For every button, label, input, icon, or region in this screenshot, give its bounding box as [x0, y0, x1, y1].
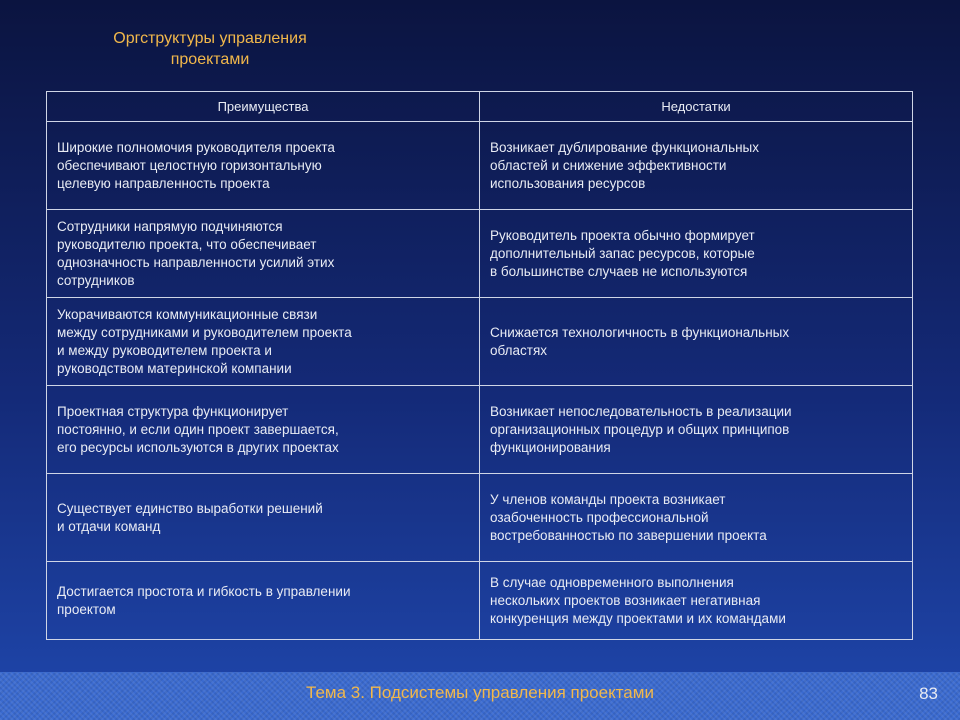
disadvantage-cell [480, 298, 913, 386]
comparison-table [46, 91, 913, 640]
table-header-row [47, 92, 913, 122]
disadvantage-cell [480, 386, 913, 474]
disadvantage-cell [480, 210, 913, 298]
column-header-advantages: Преимущества [47, 92, 480, 122]
disadvantage-cell [480, 562, 913, 640]
advantage-text: Широкие полномочия руководителя проекта обеспечивают целостную горизонтальную целевую направленность проекта [57, 139, 335, 191]
slide-title: Оргструктуры управления проектами [113, 30, 307, 68]
advantage-cell [47, 474, 480, 562]
advantage-cell [47, 298, 480, 386]
advantage-cell [47, 210, 480, 298]
advantage-text: Достигается простота и гибкость в управлении проектом [57, 583, 351, 617]
disadvantage-text: У членов команды проекта возникает озабоченность профессиональной востребованностью по завершении проекта [490, 491, 767, 543]
column-header-disadvantages: Недостатки [480, 92, 913, 122]
disadvantage-cell [480, 474, 913, 562]
table-row [47, 474, 913, 562]
disadvantage-text: Возникает дублирование функциональных областей и снижение эффективности использования ресурсов [490, 139, 760, 191]
disadvantage-text: Возникает непоследовательность в реализации организационных процедур и общих принципов функционирования [490, 403, 792, 455]
disadvantage-text: Руководитель проекта обычно формирует дополнительный запас ресурсов, которые в большинстве случаев не используются [490, 227, 755, 279]
advantage-cell [47, 386, 480, 474]
table-row [47, 210, 913, 298]
disadvantage-text: Снижается технологичность в функциональных областях [490, 324, 790, 358]
advantage-cell [47, 562, 480, 640]
advantage-text: Укорачиваются коммуникационные связи между сотрудниками и руководителем проекта и между руководителем проекта и руководством материнской компании [57, 306, 352, 376]
table-row [47, 298, 913, 386]
advantage-text: Сотрудники напрямую подчиняются руководителю проекта, что обеспечивает однозначность направленности усилий этих сотрудников [57, 218, 335, 288]
advantage-text: Существует единство выработки решений и отдачи команд [57, 500, 323, 534]
disadvantage-cell [480, 122, 913, 210]
table-row [47, 122, 913, 210]
advantage-cell [47, 122, 480, 210]
table-row [47, 386, 913, 474]
page-number: 83 [919, 684, 938, 703]
advantage-text: Проектная структура функционирует постоянно, и если один проект завершается, его ресурсы используются в других проектах [57, 403, 339, 455]
disadvantage-text: В случае одновременного выполнения нескольких проектов возникает негативная конкуренция между проектами и их командами [490, 574, 786, 626]
table-row [47, 562, 913, 640]
footer-title: Тема 3. Подсистемы управления проектами [306, 683, 654, 702]
